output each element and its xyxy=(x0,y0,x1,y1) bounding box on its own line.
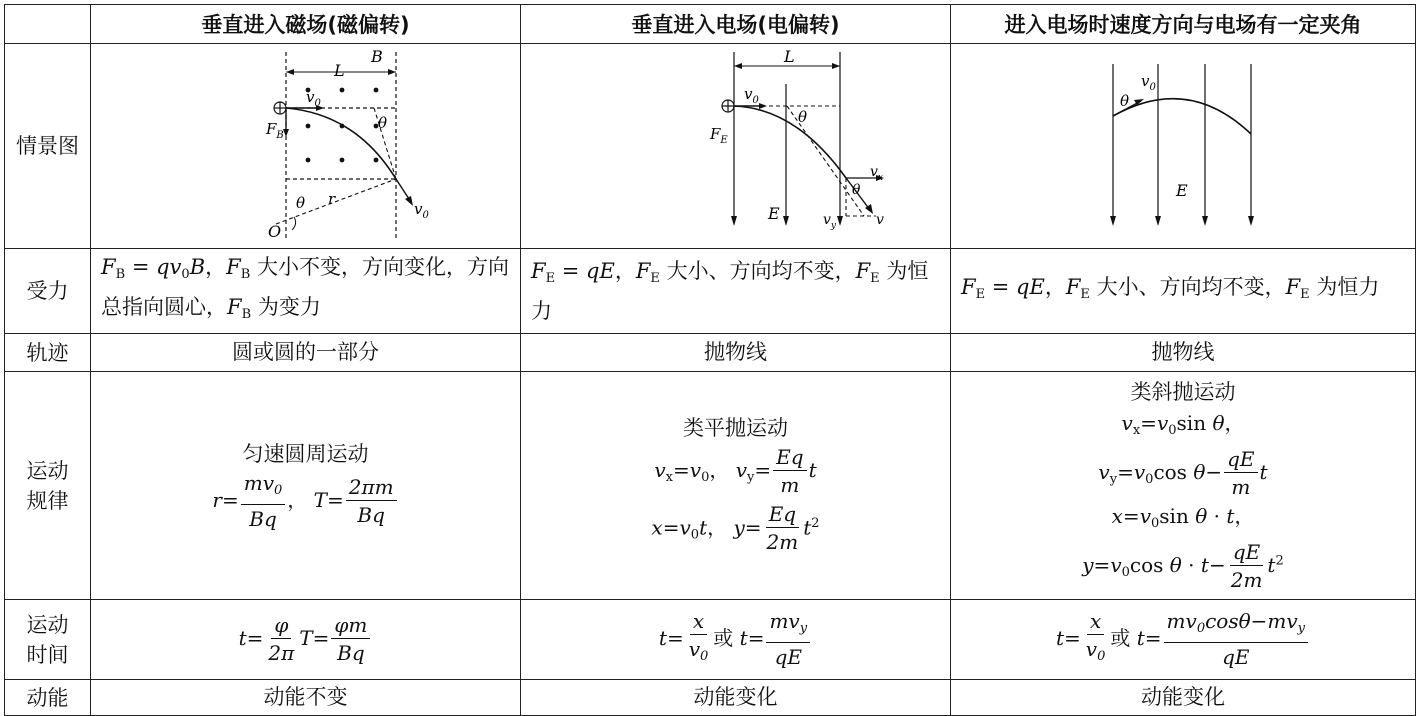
row-label-track: 轨迹 xyxy=(5,334,91,372)
header-electric: 垂直进入电场(电偏转) xyxy=(521,5,951,44)
svg-text:E: E xyxy=(1176,181,1188,200)
force-angled: $F_E$ = qE，$F_E$ 大小、方向均不变，$F_E$ 为恒力 xyxy=(951,249,1416,334)
force-magnetic-text-a: 大小不变，方向变化，方向总指向圆心， xyxy=(101,255,509,319)
motion-angled-formula-2: $v_y=v_0\cos$ θ− $\frac{qE}{m}$ t xyxy=(1098,447,1268,499)
time-angled-or: 或 xyxy=(1110,626,1131,650)
motion-angled-formula-4: $y=v_0\cos$ θ · t− $\frac{qE}{2m}$ $t^2$ xyxy=(1082,540,1284,592)
svg-text:L: L xyxy=(783,47,795,66)
comparison-table xyxy=(4,4,1416,716)
svg-text:L: L xyxy=(333,61,345,80)
svg-text:v0: $v_0$ xyxy=(1141,72,1156,93)
force-angled-text-b: 为恒力 xyxy=(1316,275,1380,299)
svg-text:E: E xyxy=(767,204,780,223)
motion-electric-formula-2: $x=v_0t$， y= $\frac{Eq}{2m}$ $t^2$ xyxy=(651,502,820,555)
svg-text:θ: θ xyxy=(377,114,387,132)
row-motion xyxy=(5,372,1416,600)
scene-magnetic xyxy=(91,44,521,249)
time-electric: t= $\frac{x}{v_0}$ 或 t= $\frac{mv_y}{qE}$ xyxy=(521,600,951,680)
time-angled: t= $\frac{x}{v_0}$ 或 t= $\frac{mv_0\cos\theta-mv_y}{qE}$ xyxy=(951,600,1416,680)
track-electric: 抛物线 xyxy=(521,334,951,372)
motion-electric xyxy=(521,372,951,600)
svg-text:O: O xyxy=(267,222,281,241)
ke-magnetic: 动能不变 xyxy=(91,680,521,716)
magnetic-deflection-diagram xyxy=(156,44,456,244)
row-label-scene: 情景图 xyxy=(5,44,91,249)
header-row xyxy=(5,5,1416,44)
row-label-motion: 运动 规律 xyxy=(5,372,91,600)
motion-electric-title: 类平抛运动 xyxy=(683,415,788,440)
time-electric-or: 或 xyxy=(713,626,734,650)
motion-angled xyxy=(951,372,1416,600)
row-force xyxy=(5,249,1416,334)
motion-angled-formula-3: $x=v_0\sin$ θ · t， xyxy=(1111,504,1255,531)
svg-text:v0: $v_0$ xyxy=(305,88,321,109)
svg-text:θ: θ xyxy=(1120,92,1130,110)
row-label-time: 运动 时间 xyxy=(5,600,91,680)
motion-angled-title: 类斜抛运动 xyxy=(1130,380,1236,404)
svg-text:vy: $v_y$ xyxy=(822,212,836,231)
svg-text:FB: $F_B$ xyxy=(265,120,284,141)
svg-text:v0: $v_0$ xyxy=(743,85,759,106)
time-magnetic: t= $\frac{\varphi}{2\pi}$ T= $\frac{\varphi m}{Bq}$ xyxy=(91,600,521,680)
ke-electric: 动能变化 xyxy=(521,680,951,716)
force-electric: $F_E$ = qE，$F_E$ 大小、方向均不变，$F_E$ 为恒力 xyxy=(521,249,951,334)
force-electric-text-a: 大小、方向均不变， xyxy=(666,259,856,283)
force-magnetic: $F_B = qv_0B$，$F_B$ 大小不变，方向变化，方向总指向圆心，$F_B$ 为变力 xyxy=(91,249,521,334)
row-track xyxy=(5,334,1416,372)
motion-magnetic-formula: r= $\frac{mv_0}{Bq}$ ， T= $\frac{2\pi m}{Bq}$ xyxy=(91,470,520,533)
scene-electric xyxy=(521,44,951,249)
motion-magnetic xyxy=(91,372,521,600)
force-angled-text-a: 大小、方向均不变， xyxy=(1096,275,1286,299)
ke-angled: 动能变化 xyxy=(951,680,1416,716)
svg-text:v: v xyxy=(875,212,884,228)
svg-text:θ: θ xyxy=(295,194,305,212)
svg-text:FE: $F_E$ xyxy=(709,125,728,146)
track-angled: 抛物线 xyxy=(951,334,1416,372)
row-time xyxy=(5,600,1416,680)
svg-text:θ: θ xyxy=(797,108,807,126)
track-magnetic: 圆或圆的一部分 xyxy=(91,334,521,372)
motion-angled-formula-1: $v_x=v_0\sin$ θ， xyxy=(1121,411,1245,438)
motion-electric-formula-1: $v_x=v_0$， $v_y=$ $\frac{Eq}{m}$ t xyxy=(654,444,817,497)
svg-text:θ: θ xyxy=(851,182,860,198)
row-scene xyxy=(5,44,1416,249)
svg-text:vx: $v_x$ xyxy=(869,164,883,183)
svg-text:B: B xyxy=(370,47,383,66)
scene-angled xyxy=(951,44,1416,249)
electric-deflection-diagram xyxy=(586,44,886,244)
header-magnetic: 垂直进入磁场(磁偏转) xyxy=(91,5,521,44)
row-ke xyxy=(5,680,1416,716)
force-electric-text-b: 为恒力 xyxy=(531,259,929,323)
force-magnetic-text-b: 为变力 xyxy=(257,295,321,319)
row-label-force: 受力 xyxy=(5,249,91,334)
motion-magnetic-title: 匀速圆周运动 xyxy=(242,441,369,466)
svg-text:v0: $v_0$ xyxy=(413,200,429,221)
header-corner xyxy=(5,5,91,44)
header-angled: 进入电场时速度方向与电场有一定夹角 xyxy=(951,5,1416,44)
oblique-projectile-diagram xyxy=(1033,44,1333,244)
svg-text:r: r xyxy=(327,190,335,208)
row-label-ke: 动能 xyxy=(5,680,91,716)
